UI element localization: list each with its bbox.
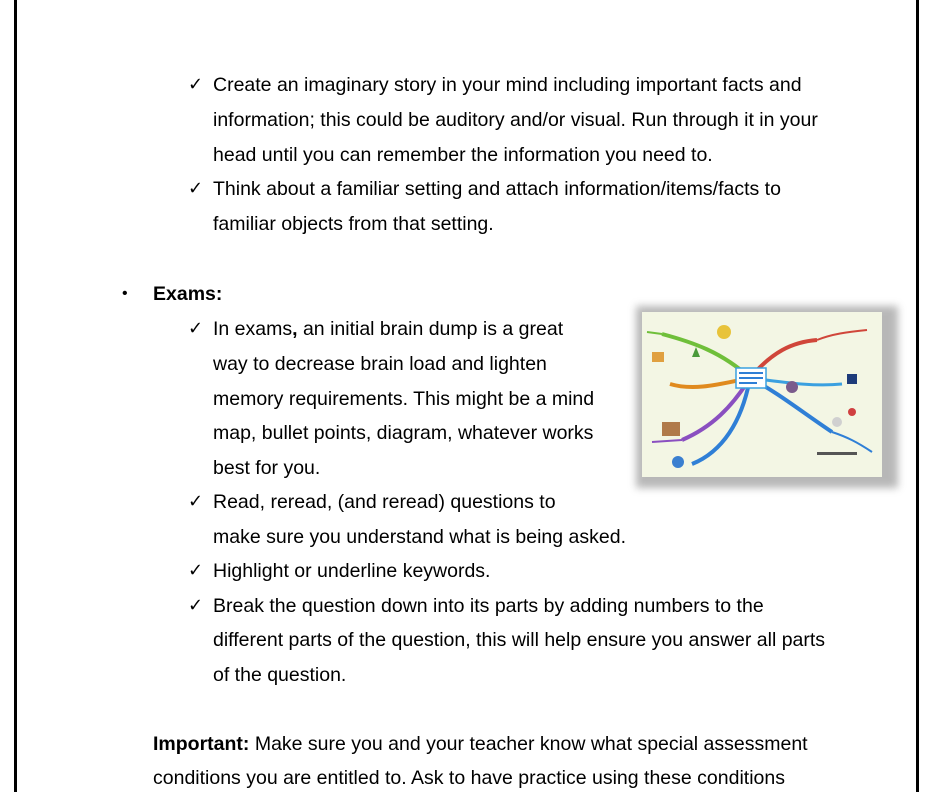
list-item-line: Break the question down into its parts by adding numbers to the <box>213 595 764 617</box>
important-paragraph-line <box>153 732 808 756</box>
list-item-line <box>213 317 563 341</box>
text-fragment: an initial brain dump is a great <box>297 318 564 340</box>
list-item-line: Read, reread, (and reread) questions to <box>213 491 556 513</box>
list-item-line: familiar objects from that setting. <box>213 213 494 235</box>
list-item-line: Think about a familiar setting and attach information/items/facts to <box>213 178 781 200</box>
important-paragraph-line: conditions you are entitled to. Ask to have practice using these conditions <box>153 767 785 789</box>
list-item-line: make sure you understand what is being asked. <box>213 526 626 548</box>
list-item-line: way to decrease brain load and lighten <box>213 353 547 375</box>
bullet-icon: • <box>122 285 128 302</box>
list-item-line: information; this could be auditory and/or visual. Run through it in your <box>213 109 818 131</box>
checkmark-icon: ✓ <box>188 560 204 581</box>
checkmark-icon: ✓ <box>188 74 204 95</box>
checkmark-icon: ✓ <box>188 178 204 199</box>
list-item-line: Highlight or underline keywords. <box>213 560 491 582</box>
mind-map-image <box>636 306 898 488</box>
checkmark-icon: ✓ <box>188 491 204 512</box>
mind-map-picture <box>642 312 882 477</box>
list-item-line: best for you. <box>213 457 321 479</box>
section-heading-exams: Exams: <box>153 283 223 305</box>
list-item-line: Create an imaginary story in your mind including important facts and <box>213 74 802 96</box>
text-fragment-bold: , <box>292 318 298 340</box>
list-item-line: of the question. <box>213 664 347 686</box>
page-border-right <box>916 0 919 792</box>
page-border-left <box>14 0 17 792</box>
list-item-line: different parts of the question, this will help ensure you answer all parts <box>213 629 826 651</box>
important-label: Important: <box>153 733 250 755</box>
text-fragment: In exams <box>213 318 293 340</box>
list-item-line: head until you can remember the information you need to. <box>213 144 713 166</box>
list-item-line: memory requirements. This might be a mind <box>213 388 595 410</box>
checkmark-icon: ✓ <box>188 595 204 616</box>
list-item-line: map, bullet points, diagram, whatever works <box>213 422 594 444</box>
checkmark-icon: ✓ <box>188 318 204 339</box>
text-fragment: Make sure you and your teacher know what special assessment <box>249 733 808 755</box>
mind-map-icon <box>642 312 882 477</box>
